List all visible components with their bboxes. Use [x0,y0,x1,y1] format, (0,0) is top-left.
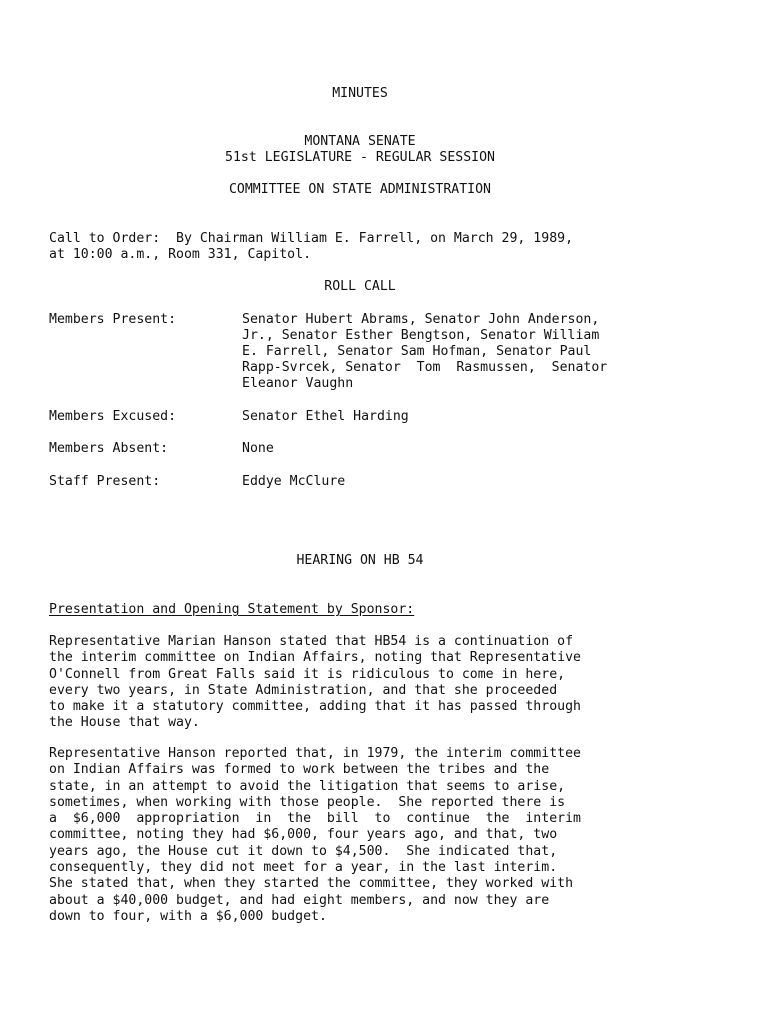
members-present-line: Eleanor Vaughn [242,376,354,391]
members-excused-value: Senator Ethel Harding [242,409,409,424]
members-absent-value: None [242,441,274,456]
paragraph-1 [49,634,679,732]
roll-call-heading: ROLL CALL [324,279,396,294]
paragraph-line: a $6,000 appropriation in the bill to continue the interim [49,811,581,827]
hearing-heading: HEARING ON HB 54 [296,553,424,568]
paragraph-line: committee, noting they had $6,000, four years ago, and that, two [49,827,558,843]
staff-present-label: Staff Present: [49,474,161,489]
paragraph-line: about a $40,000 budget, and had eight members, and now they are [49,892,550,908]
call-to-order-line2: at 10:00 a.m., Room 331, Capitol. [49,247,312,262]
paragraph-line: years ago, the House cut it down to $4,500. She indicated that, [49,843,558,859]
paragraph-line: Representative Hanson reported that, in 1979, the interim committee [49,746,581,761]
paragraph-2 [49,746,679,925]
members-absent-label: Members Absent: [49,441,169,456]
paragraph-line: the interim committee on Indian Affairs, noting that Representative [49,650,581,666]
members-present-line: Rapp-Svrcek, Senator Tom Rasmussen, Senator [242,360,608,375]
header-line-session: 51st LEGISLATURE - REGULAR SESSION [225,150,495,165]
section-title: Presentation and Opening Statement by Sponsor: [49,602,415,617]
paragraph-line: state, in an attempt to avoid the litigation that seems to arise, [49,778,566,794]
paragraph-line: Representative Marian Hanson stated that HB54 is a continuation of [49,634,574,649]
members-present-line: Senator Hubert Abrams, Senator John Anderson, [242,312,600,327]
document-title: MINUTES [332,86,388,101]
paragraph-line: down to four, with a $6,000 budget. [49,908,327,924]
header-line-senate: MONTANA SENATE [304,134,416,149]
members-excused-label: Members Excused: [49,409,177,424]
paragraph-line: on Indian Affairs was formed to work between the tribes and the [49,762,550,778]
members-present-line: Jr., Senator Esther Bengtson, Senator William [242,328,600,343]
members-present-line: E. Farrell, Senator Sam Hofman, Senator Paul [242,344,592,359]
paragraph-line: consequently, they did not meet for a year, in the last interim. [49,860,558,876]
members-present-label: Members Present: [49,312,177,327]
paragraph-line: the House that way. [49,715,200,731]
header-line-committee: COMMITTEE ON STATE ADMINISTRATION [228,182,491,197]
staff-present-value: Eddye McClure [242,474,346,489]
paragraph-line: sometimes, when working with those people. She reported there is [49,794,566,810]
call-to-order-line1: Call to Order: By Chairman William E. Farrell, on March 29, 1989, [49,231,574,246]
paragraph-line: O'Connell from Great Falls said it is ridiculous to come in here, [49,666,566,682]
paragraph-line: to make it a statutory committee, adding that it has passed through [49,699,581,715]
paragraph-line: every two years, in State Administration, and that she proceeded [49,682,558,698]
paragraph-line: She stated that, when they started the committee, they worked with [49,876,574,892]
